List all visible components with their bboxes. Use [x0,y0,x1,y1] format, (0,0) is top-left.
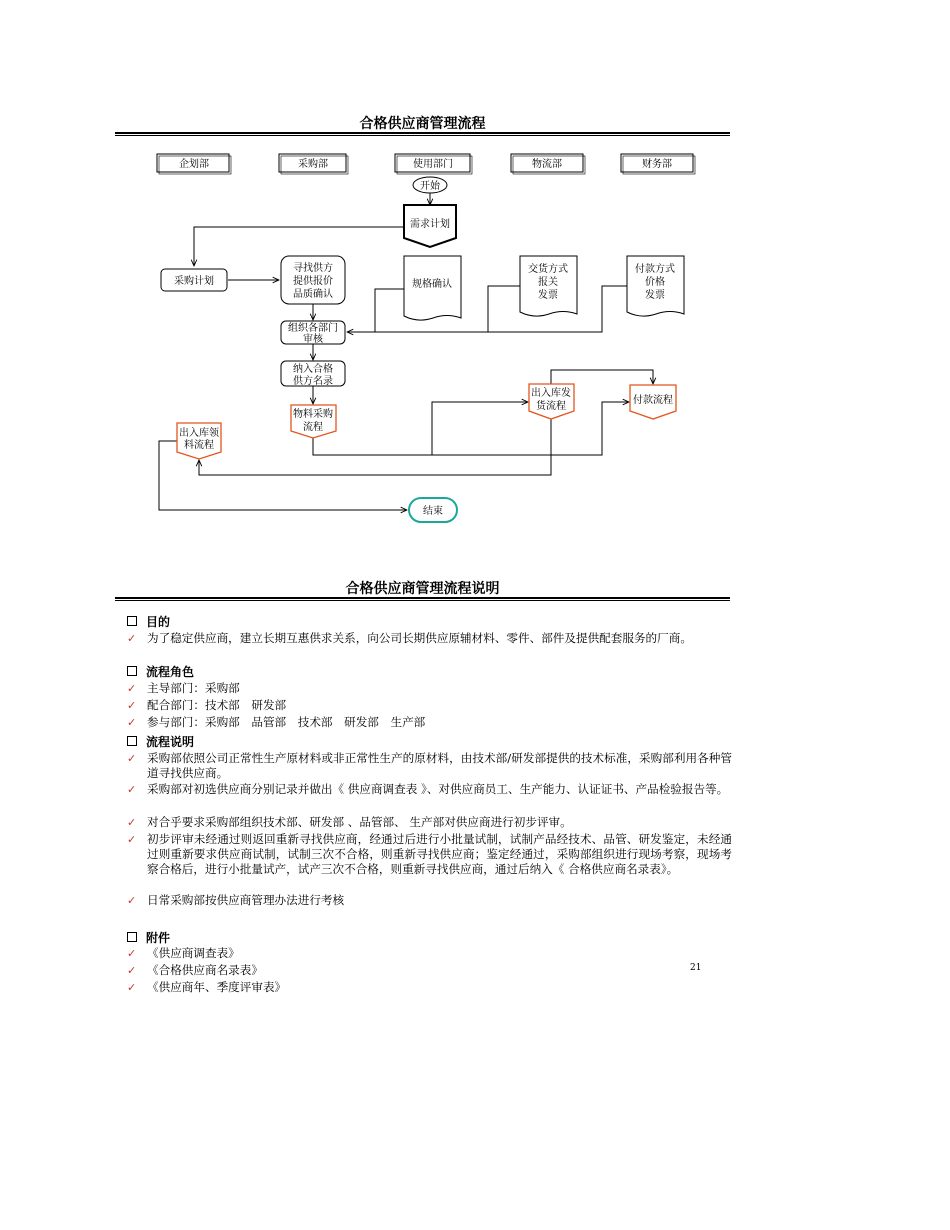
svg-text:寻找供方: 寻找供方 [293,263,333,274]
end-node [409,498,457,522]
checkmark-icon: ✓ [127,964,137,977]
list-item: ✓ 主导部门：采购部 [127,681,240,695]
material-purchase-node [291,405,336,438]
inout-ship-node [529,384,574,419]
list-item: ✓ 《合格供应商名录表》 [127,963,263,977]
svg-text:开始: 开始 [420,181,440,192]
section-heading-purpose: 目的 [127,613,170,630]
explanation-rule-thin [115,600,730,601]
checkmark-icon: ✓ [127,981,137,994]
checkmark-icon: ✓ [127,682,137,695]
payment-flow-node [630,385,676,419]
svg-text:结束: 结束 [423,506,443,517]
list-item: ✓ 初步评审未经通过则返回重新寻找供应商，经通过后进行小批量试制，试制产品经技术、品管、研发鉴定，未经通过则重新要求供应商试制，试制三次不合格，则重新寻找供应商；鉴定经通过，采购部组织进行现场考察，现场考察合格后，进行小批量试产，试产三次不合格，则重新寻找供应商，通过后纳入《 合格供应商名录表》。 [127,832,732,876]
svg-text:审核: 审核 [303,334,323,345]
list-item: ✓ 参与部门：采购部 品管部 技术部 研发部 生产部 [127,715,426,729]
checkmark-icon: ✓ [127,783,137,796]
explanation-title: 合格供应商管理流程说明 [345,581,500,597]
svg-text:流程: 流程 [303,422,323,433]
list-item: ✓ 对合乎要求采购部组织技术部、研发部 、品管部、 生产部对供应商进行初步评审。 [127,815,572,829]
payment-node [627,256,684,316]
checkmark-icon: ✓ [127,833,137,846]
dept-finance: 财务部 [642,159,672,170]
svg-text:付款方式: 付款方式 [635,264,675,275]
svg-text:供方名录: 供方名录 [293,376,333,387]
dept-purchasing: 采购部 [298,159,328,170]
svg-text:价格: 价格 [645,277,665,288]
department-headers [157,154,695,174]
section-heading-process: 流程说明 [127,733,194,750]
inout-pick-node [177,423,221,459]
checkmark-icon: ✓ [127,716,137,729]
spec-confirm-node [404,256,461,320]
page-number: 21 [690,963,702,973]
svg-text:物料采购: 物料采购 [293,409,333,420]
find-supplier-node [281,256,345,304]
svg-text:付款流程: 付款流程 [633,395,673,406]
svg-text:提供报价: 提供报价 [293,276,333,287]
svg-text:货流程: 货流程 [536,401,566,412]
checkbox-bullet-icon [127,666,137,676]
purchase-plan-node [161,269,227,291]
checkbox-bullet-icon [127,736,137,746]
section-heading-attachments: 附件 [127,929,170,946]
dept-planning: 企划部 [179,159,209,170]
list-item: ✓ 采购部对初选供应商分别记录并做出《 供应商调查表 》、对供应商员工、生产能力、认证证书、产品检验报告等。 [127,782,729,796]
section-heading-roles: 流程角色 [127,663,194,680]
title-rule-thin [115,135,730,136]
svg-text:采购计划: 采购计划 [174,276,214,287]
svg-text:组织各部门: 组织各部门 [288,323,338,334]
svg-text:需求计划: 需求计划 [410,219,450,230]
svg-text:料流程: 料流程 [184,440,214,451]
list-item: ✓ 《供应商年、季度评审表》 [127,980,287,994]
checkmark-icon: ✓ [127,947,137,960]
checkmark-icon: ✓ [127,699,137,712]
checkbox-bullet-icon [127,616,137,626]
checkbox-bullet-icon [127,932,137,942]
qualified-list-node [281,361,345,387]
connectors [159,193,653,510]
list-item: ✓ 为了稳定供应商，建立长期互惠供求关系，向公司长期供应原辅材料、零件、部件及提供配套服务的厂商。 [127,631,692,645]
list-item: ✓ 采购部依照公司正常性生产原材料或非正常性生产的原材料，由技术部/研发部提供的技术标准，采购部利用各种管道寻找供应商。 [127,751,732,780]
svg-text:品质确认: 品质确认 [293,289,333,300]
checkmark-icon: ✓ [127,752,137,765]
svg-text:报关: 报关 [538,277,558,288]
svg-text:纳入合格: 纳入合格 [293,364,333,375]
flowchart-title: 合格供应商管理流程 [359,116,486,132]
checkmark-icon: ✓ [127,816,137,829]
svg-text:交货方式: 交货方式 [528,264,568,275]
svg-text:发票: 发票 [538,290,558,301]
start-node [413,177,447,193]
demand-plan-node [404,205,456,247]
dept-logistics: 物流部 [532,159,562,170]
delivery-node [520,256,577,316]
checkmark-icon: ✓ [127,632,137,645]
list-item: ✓ 《供应商调查表》 [127,946,240,960]
org-review-node [281,321,345,345]
svg-text:出入库发: 出入库发 [531,388,571,399]
list-item: ✓ 日常采购部按供应商管理办法进行考核 [127,893,345,907]
svg-text:规格确认: 规格确认 [412,279,452,290]
list-item: ✓ 配合部门：技术部 研发部 [127,698,287,712]
svg-text:发票: 发票 [645,290,665,301]
title-rule-thick [115,132,730,134]
explanation-rule-thick [115,597,730,599]
dept-user: 使用部门 [413,159,453,170]
svg-text:出入库领: 出入库领 [179,428,219,439]
flowchart-diagram [0,140,950,540]
checkmark-icon: ✓ [127,894,137,907]
